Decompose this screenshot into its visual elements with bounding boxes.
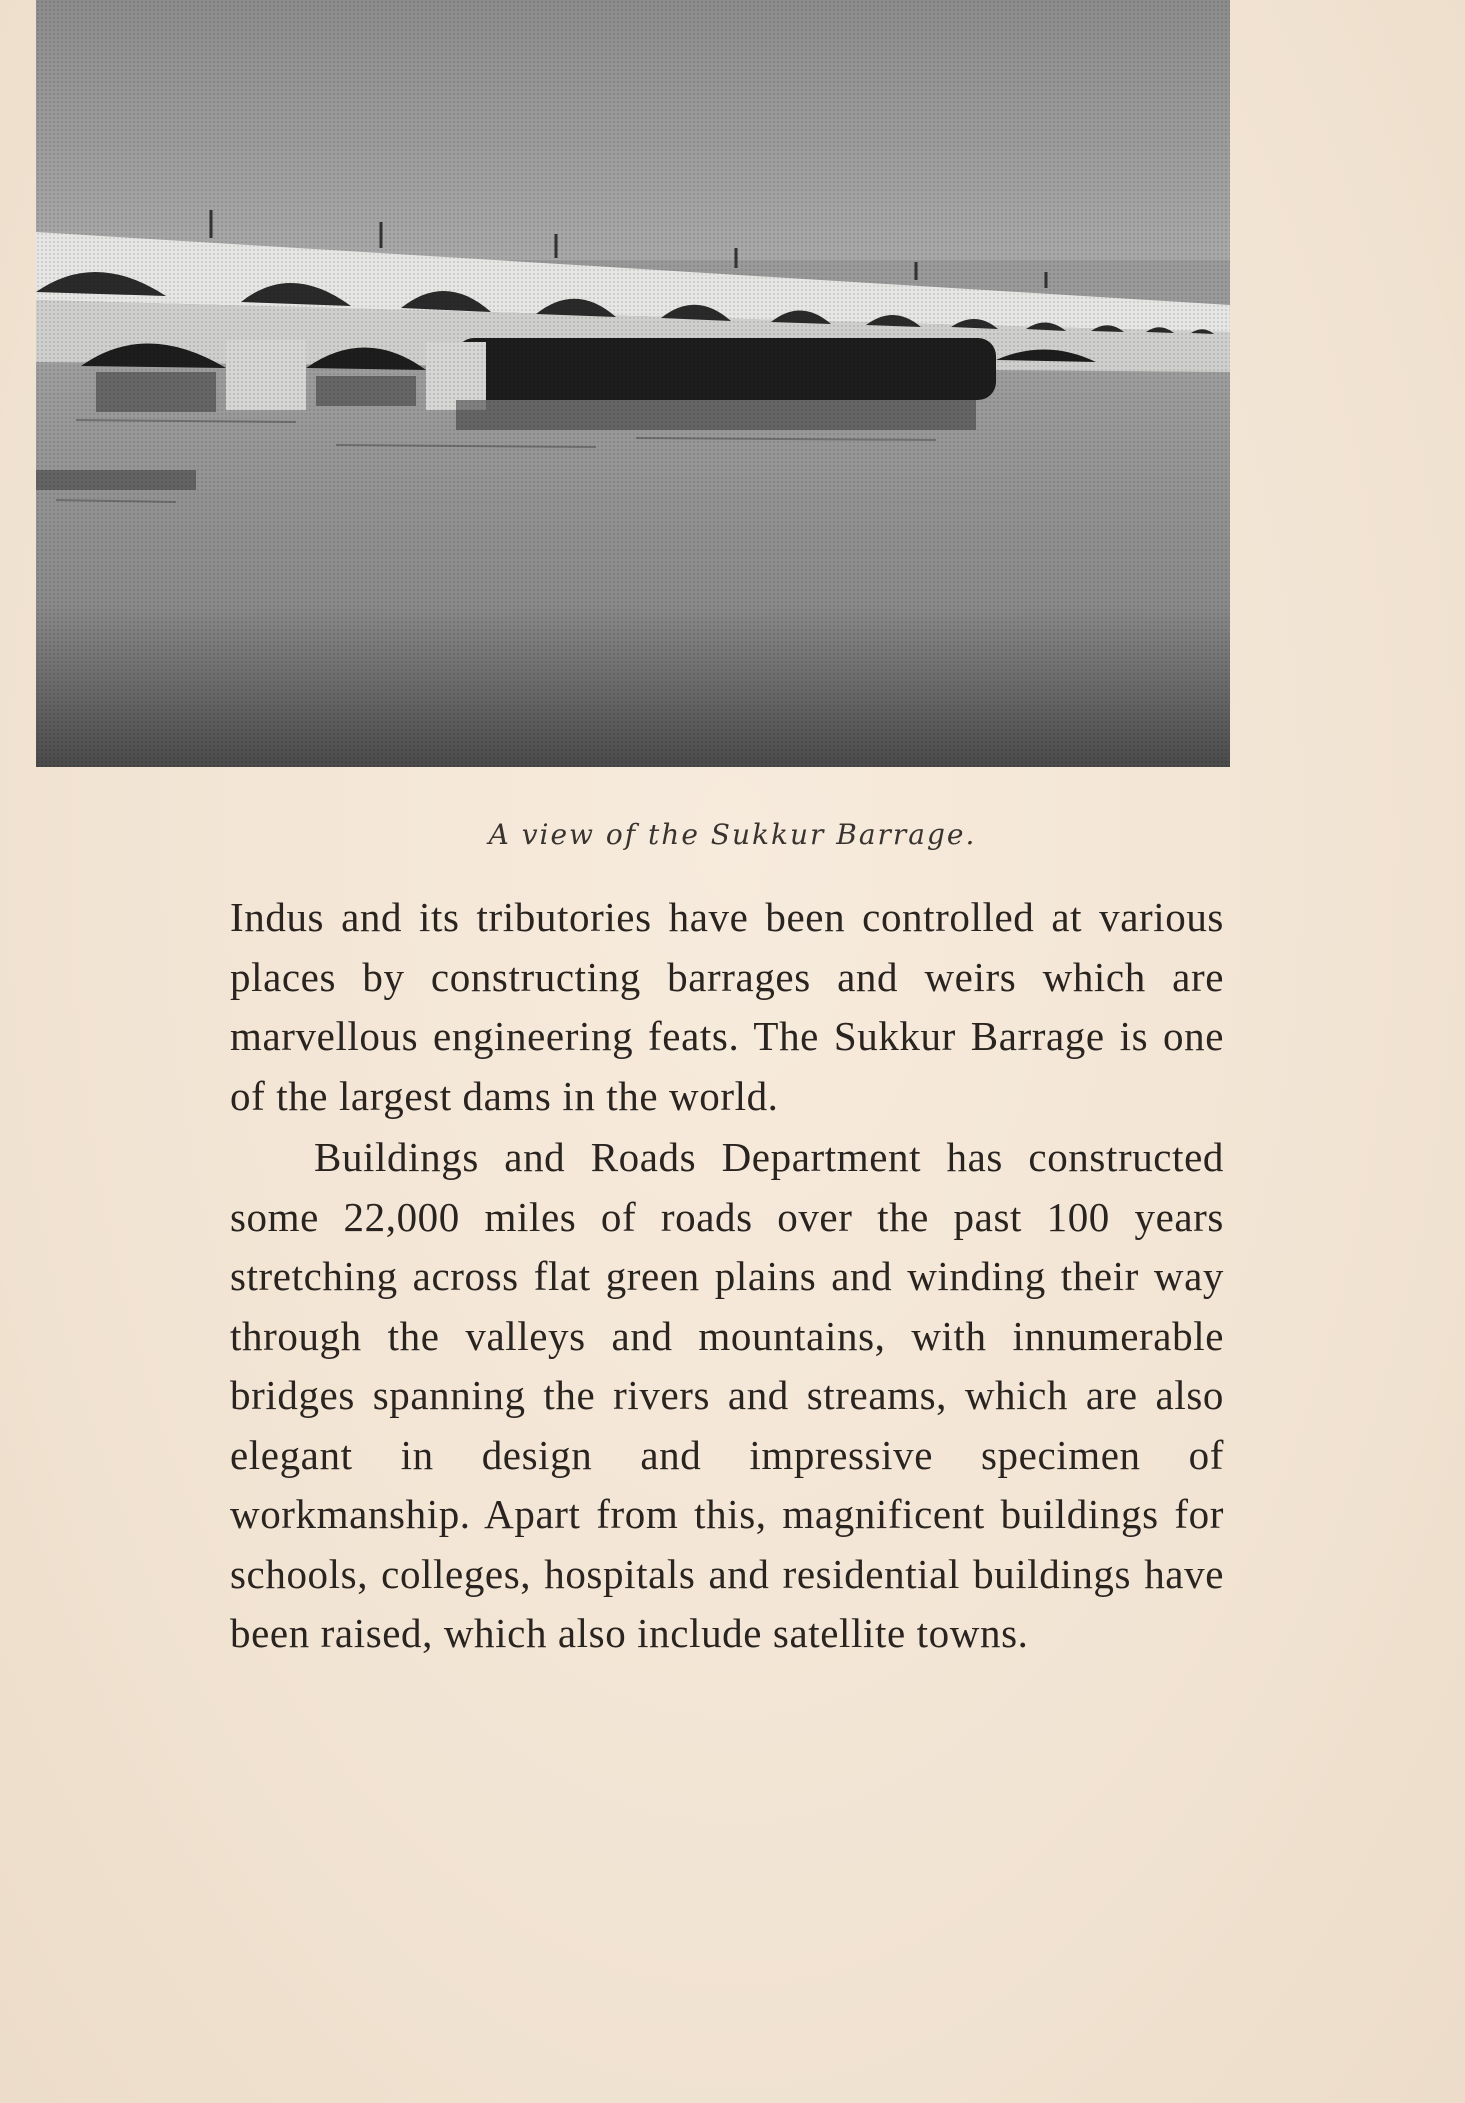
paragraph-1: Indus and its tributories have been controlled at various places by constructing barrages and weirs which are marvellous engineering feats. The Sukkur Barrage is one of the largest dams in the world. bbox=[230, 894, 1224, 1119]
barrage-photo bbox=[36, 0, 1230, 767]
photo-caption: A view of the Sukkur Barrage. bbox=[488, 818, 977, 851]
body-text bbox=[230, 888, 1224, 1664]
paragraph-2: Buildings and Roads Department has constructed some 22,000 miles of roads over the past 100 years stretching across flat green plains and winding their way through the valleys and mountains, with innumerable bridges spanning the rivers and streams, which are also elegant in design and impressive specimen of workmanship. Apart from this, magnificent buildings for schools, colleges, hospitals and residential buildings have been raised, which also include satellite towns. bbox=[230, 1134, 1224, 1656]
barrage-photo-illustration bbox=[36, 0, 1230, 767]
